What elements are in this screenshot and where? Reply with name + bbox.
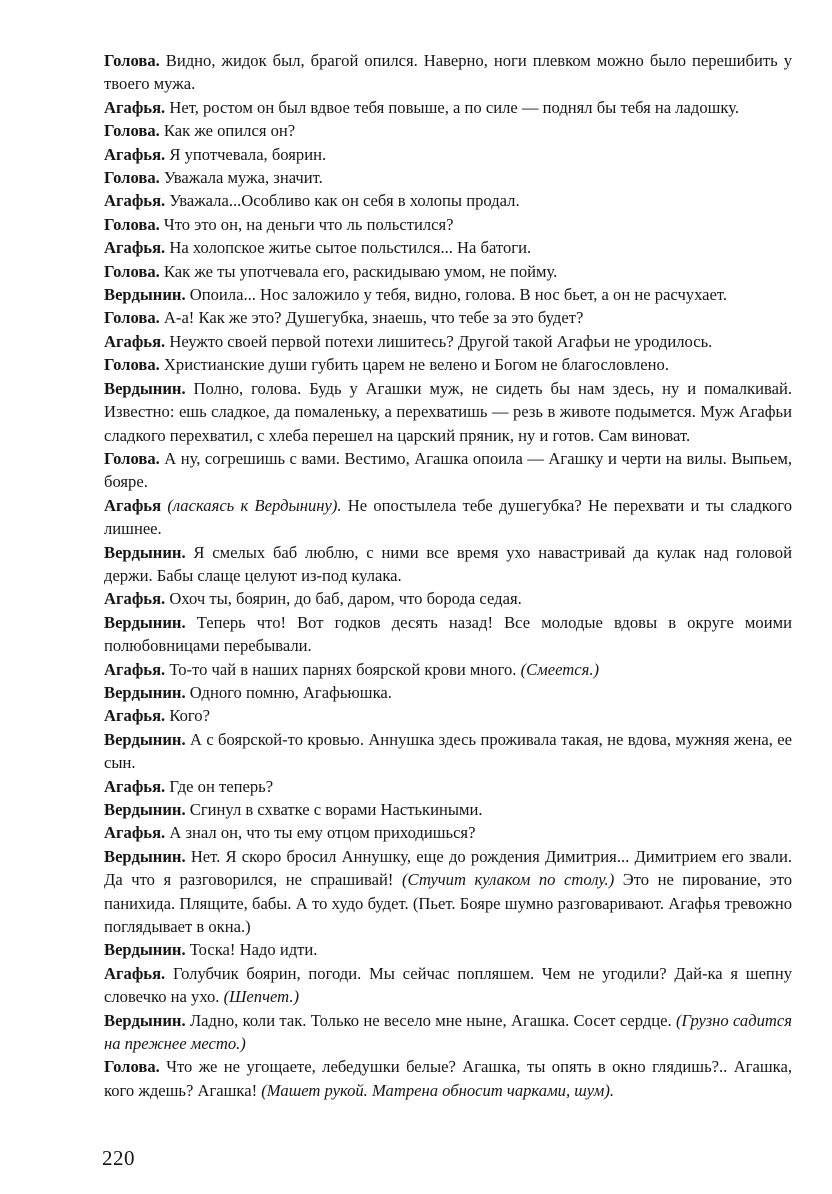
speaker-name: Агафья. [104, 331, 166, 351]
speech-text: Неужто своей первой потехи лишитесь? Другой такой Агафьи не уродилось. [165, 331, 713, 351]
dialogue-line [104, 330, 792, 353]
dialogue-line [104, 728, 792, 775]
dialogue-line [104, 49, 792, 96]
speaker-name: Голова. [104, 51, 160, 70]
speaker-name: Агафья. [104, 144, 166, 164]
play-text [104, 49, 792, 1102]
speech-text: То-то чай в наших парнях боярской крови много. [165, 659, 521, 679]
speaker-name: Голова. [104, 168, 160, 188]
speaker-name: Голова. [104, 214, 160, 234]
dialogue-line [104, 260, 792, 283]
speech-text: Охоч ты, боярин, до баб, даром, что борода седая. [165, 589, 522, 609]
speaker-name: Агафья. [104, 776, 166, 796]
speaker-name: Голова. [104, 355, 160, 375]
dialogue-line [104, 821, 792, 844]
speech-text: Тоска! Надо идти. [185, 940, 318, 960]
dialogue-line [104, 119, 792, 142]
dialogue-line [104, 775, 792, 798]
dialogue-line [104, 189, 792, 212]
speech-text: Полно, голова. Будь у Агашки муж, не сидеть бы нам здесь, ну и помалкивай. Известно: ешь сладкое, да помаленьку, а перехватишь — резь в животе подымется. Муж Агафьи сладкого перехватил, с хлеба перешел на царский пряник, ну и готов. Сам виноват. [104, 378, 792, 445]
speaker-name: Агафья. [104, 97, 166, 117]
dialogue-line [104, 845, 792, 939]
speaker-name: Вердынин. [104, 940, 186, 960]
speaker-name: Голова. [104, 1057, 160, 1077]
dialogue-line [104, 166, 792, 189]
speaker-name: Вердынин. [104, 612, 186, 632]
speaker-name: Вердынин. [104, 682, 186, 702]
speaker-name: Голова. [104, 448, 160, 468]
dialogue-line [104, 1009, 792, 1056]
speaker-name: Вердынин. [104, 729, 186, 749]
speech-text: Где он теперь? [165, 776, 274, 796]
dialogue-line [104, 353, 792, 376]
speech-text: Уважала...Особливо как он себя в холопы продал. [165, 191, 520, 211]
speech-text: На холопское житье сытое польстился... На батоги. [165, 238, 532, 258]
speaker-name: Агафья. [104, 706, 166, 726]
dialogue-line [104, 704, 792, 727]
speaker-name: Голова. [104, 261, 160, 281]
speech-text: Видно, жидок был, брагой опился. Наверно, ноги плевком можно было перешибить у твоего мужа. [104, 51, 792, 94]
speaker-name: Агафья. [104, 963, 166, 983]
speaker-name: Агафья. [104, 191, 166, 211]
stage-direction: (Машет рукой. Матрена обносит чарками, шум). [261, 1080, 614, 1100]
dialogue-line [104, 798, 792, 821]
speech-text: Как же ты употчевала его, раскидываю умом, не пойму. [159, 261, 558, 281]
speech-text: Уважала мужа, значит. [159, 168, 323, 188]
speaker-name: Агафья. [104, 823, 166, 843]
dialogue-line [104, 306, 792, 329]
speech-text-after: Не опостылела тебе душегубка? Не перехвати и ты сладкого лишнее. [104, 495, 792, 539]
dialogue-line [104, 494, 792, 541]
speaker-name: Вердынин. [104, 542, 186, 562]
dialogue-line [104, 283, 792, 306]
speech-text: Что это он, на деньги что ль польстился? [159, 214, 454, 234]
stage-direction: (ласкаясь к Вердынину). [167, 495, 342, 515]
speech-text: Я смелых баб люблю, с ними все время ухо навастривай да кулак над головой держи. Бабы слаще целуют из-под кулака. [104, 542, 792, 585]
dialogue-line [104, 541, 792, 588]
speaker-name: Голова. [104, 308, 160, 328]
speech-text: А знал он, что ты ему отцом приходишься? [165, 823, 476, 843]
dialogue-line [104, 143, 792, 166]
speech-text: А-а! Как же это? Душегубка, знаешь, что тебе за это будет? [159, 308, 584, 328]
speech-text-after: Это не пирование, это панихида. Плящите, бабы. А то худо будет. (Пьет. Бояре шумно разговаривают. Агафья тревожно поглядывает в окна.) [104, 870, 793, 937]
speech-text: А с боярской-то кровью. Аннушка здесь проживала такая, не вдова, мужняя жена, ее сын. [104, 729, 792, 773]
speech-text: Сгинул в схватке с ворами Настькиными. [185, 800, 483, 819]
dialogue-line [104, 658, 792, 681]
speech-text: Одного помню, Агафьюшка. [185, 682, 392, 702]
stage-direction: (Смеется.) [520, 659, 599, 679]
speech-text: Христианские души губить царем не велено и Богом не благословлено. [159, 355, 669, 375]
dialogue-line [104, 962, 792, 1009]
dialogue-line [104, 236, 792, 259]
dialogue-line [104, 213, 792, 236]
speech-text: Я употчевала, боярин. [165, 144, 327, 164]
dialogue-line [104, 377, 792, 447]
speech-text: Голубчик боярин, погоди. Мы сейчас попляшем. Чем не угодили? Дай-ка я шепну словечко на ухо. [104, 963, 792, 1007]
speaker-name: Агафья [104, 495, 162, 515]
speech-text: Что же не угощаете, лебедушки белые? Агашка, ты опять в окно глядишь?.. Агашка, кого ждешь? Агашка! [104, 1057, 792, 1100]
speech-text: Как же опился он? [159, 121, 296, 141]
speaker-name: Вердынин. [104, 846, 186, 866]
speaker-name: Агафья. [104, 659, 166, 679]
speaker-name: Вердынин. [104, 800, 186, 819]
speech-text: Опоила... Нос заложило у тебя, видно, голова. В нос бьет, а он не расчухает. [185, 285, 728, 305]
speech-text: Ладно, коли так. Только не весело мне ныне, Агашка. Сосет сердце. [185, 1010, 676, 1030]
stage-direction: (Стучит кулаком по столу.) [402, 870, 615, 890]
speaker-name: Агафья. [104, 589, 166, 609]
speech-text: А ну, согрешишь с вами. Вестимо, Агашка опоила — Агашку и черти на вилы. Выпьем, бояре. [104, 448, 792, 492]
speaker-name: Голова. [104, 121, 160, 141]
stage-direction: (Грузно садится на прежнее место.) [104, 1010, 792, 1054]
speaker-name: Агафья. [104, 238, 166, 258]
speaker-name: Вердынин. [104, 1010, 186, 1030]
speech-text: Кого? [165, 706, 210, 726]
dialogue-line [104, 96, 792, 119]
speaker-name: Вердынин. [104, 285, 186, 305]
dialogue-line [104, 1055, 792, 1102]
speech-text: Теперь что! Вот годков десять назад! Все молодые вдовы в округе моими полюбовницами перебывали. [104, 612, 792, 656]
stage-direction: (Шепчет.) [223, 987, 300, 1007]
dialogue-line [104, 938, 792, 961]
speech-text: Нет. Я скоро бросил Аннушку, еще до рождения Димитрия... Димитрием его звали. Да что я разговорился, не спрашивай! [104, 846, 792, 890]
page-number: 220 [102, 1146, 135, 1170]
dialogue-line [104, 681, 792, 704]
dialogue-line [104, 587, 792, 610]
speech-text: Нет, ростом он был вдвое тебя повыше, а по силе — поднял бы тебя на ладошку. [165, 97, 740, 117]
speaker-name: Вердынин. [104, 378, 186, 398]
dialogue-line [104, 447, 792, 494]
dialogue-line [104, 611, 792, 658]
